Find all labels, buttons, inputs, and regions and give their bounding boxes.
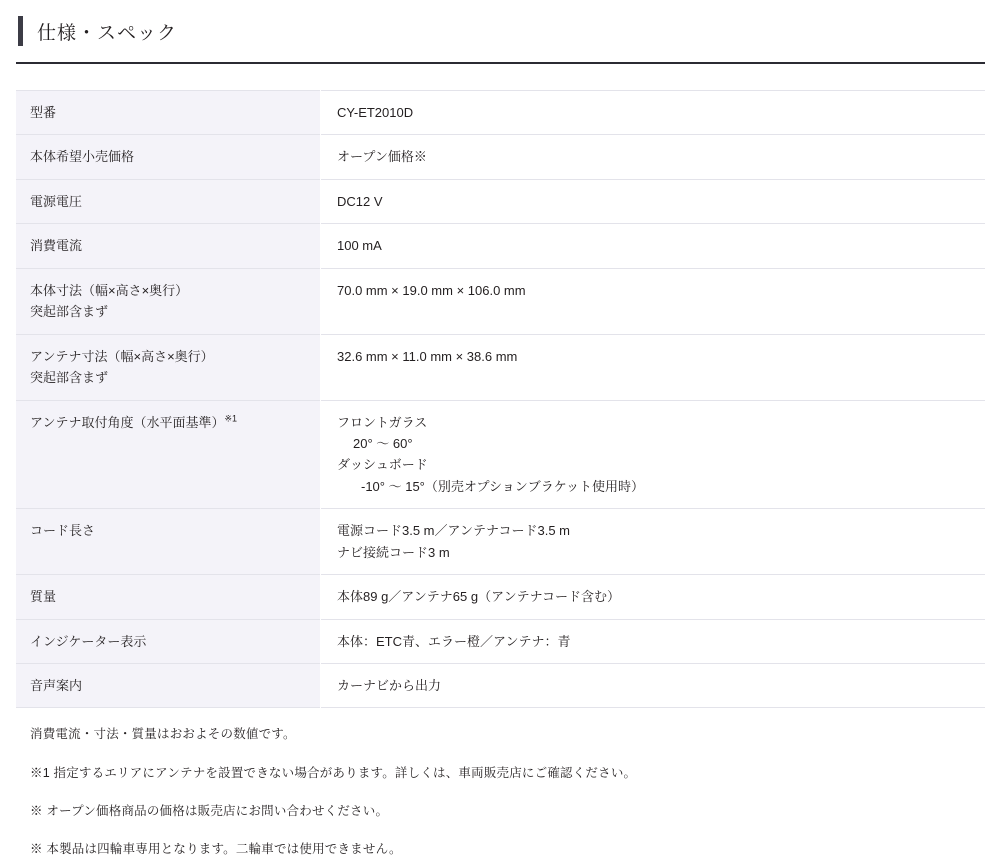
page-header — [16, 0, 985, 64]
spec-value-line: 本体：ETC青、エラー橙／アンテナ：青 — [337, 633, 571, 649]
spec-label-text: インジケーター表示 — [30, 633, 147, 649]
spec-label-text: 本体寸法（幅×高さ×奥行） — [30, 282, 189, 298]
spec-label-text: アンテナ寸法（幅×高さ×奥行） — [30, 348, 214, 364]
table-row — [16, 179, 985, 223]
table-row — [16, 509, 985, 575]
spec-value-line: フロントガラス — [337, 414, 428, 430]
footnote-item: 消費電流・寸法・質量はおおよその数値です。 — [30, 727, 296, 742]
spec-label-footnote-marker: ※1 — [224, 413, 238, 424]
spec-label-text: コード長さ — [30, 523, 96, 539]
spec-value-line: ダッシュボード — [337, 457, 428, 473]
spec-value — [321, 400, 986, 509]
table-row — [16, 575, 985, 619]
spec-value-line: ナビ接続コード3 m — [337, 544, 450, 560]
table-row — [16, 334, 985, 400]
spec-value — [321, 224, 986, 268]
spec-table-body — [16, 91, 985, 708]
spec-value-line: オープン価格※ — [337, 149, 427, 165]
footnotes — [16, 722, 985, 862]
spec-value — [321, 91, 986, 135]
spec-label — [16, 575, 321, 619]
table-row — [16, 135, 985, 179]
spec-value — [321, 664, 986, 708]
spec-label — [16, 224, 321, 268]
spec-label — [16, 268, 321, 334]
spec-value — [321, 268, 986, 334]
spec-value — [321, 334, 986, 400]
spec-label-text: アンテナ取付角度（水平面基準） — [30, 414, 225, 430]
spec-value — [321, 135, 986, 179]
spec-label — [16, 509, 321, 575]
spec-label-text: 質量 — [30, 589, 57, 605]
table-row — [16, 268, 985, 334]
footnote-item: ※ オープン価格商品の価格は販売店にお問い合わせください。 — [30, 803, 389, 818]
spec-label — [16, 400, 321, 509]
spec-value-line: カーナビから出力 — [337, 678, 442, 693]
spec-label-text: 消費電流 — [30, 238, 83, 254]
spec-value-line: 100 mA — [337, 238, 382, 254]
page-title: 仕様・スペック — [37, 22, 178, 44]
spec-label — [16, 91, 321, 135]
spec-value-line: 70.0 mm × 19.0 mm × 106.0 mm — [337, 282, 526, 298]
table-row — [16, 91, 985, 135]
spec-label — [16, 619, 321, 663]
spec-value-line: DC12 V — [337, 193, 383, 209]
spec-label-text: 型番 — [30, 105, 57, 120]
spec-value-line: 電源コード3.5 m／アンテナコード3.5 m — [337, 523, 570, 539]
table-row — [16, 400, 985, 509]
spec-label-text: 本体希望小売価格 — [30, 149, 135, 165]
spec-value-line: 32.6 mm × 11.0 mm × 38.6 mm — [337, 348, 518, 364]
spec-value-line: 20° 〜 60° — [353, 435, 413, 451]
spec-value — [321, 179, 986, 223]
specifications-table — [16, 90, 985, 708]
header-accent-bar — [18, 16, 23, 46]
spec-value-line: -10° 〜 15°（別売オプションブラケット使用時） — [361, 478, 645, 494]
table-row — [16, 664, 985, 708]
spec-label — [16, 135, 321, 179]
spec-value-line: CY-ET2010D — [337, 105, 414, 120]
spec-label-subtext: 突起部含まず — [30, 370, 109, 386]
spec-label — [16, 179, 321, 223]
footnote-item: ※1 指定するエリアにアンテナを設置できない場合があります。詳しくは、車両販売店にご確認ください。 — [30, 765, 637, 780]
spec-label-subtext: 突起部含まず — [30, 304, 109, 320]
spec-value — [321, 619, 986, 663]
spec-value — [321, 575, 986, 619]
spec-label-text: 音声案内 — [30, 678, 83, 693]
spec-value-line: 本体89 g／アンテナ65 g（アンテナコード含む） — [337, 589, 621, 605]
spec-label — [16, 664, 321, 708]
spec-value — [321, 509, 986, 575]
footnote-item: ※ 本製品は四輪車専用となります。二輪車では使用できません。 — [30, 841, 402, 856]
spec-label-text: 電源電圧 — [30, 193, 83, 209]
spec-label — [16, 334, 321, 400]
table-row — [16, 619, 985, 663]
table-row — [16, 224, 985, 268]
